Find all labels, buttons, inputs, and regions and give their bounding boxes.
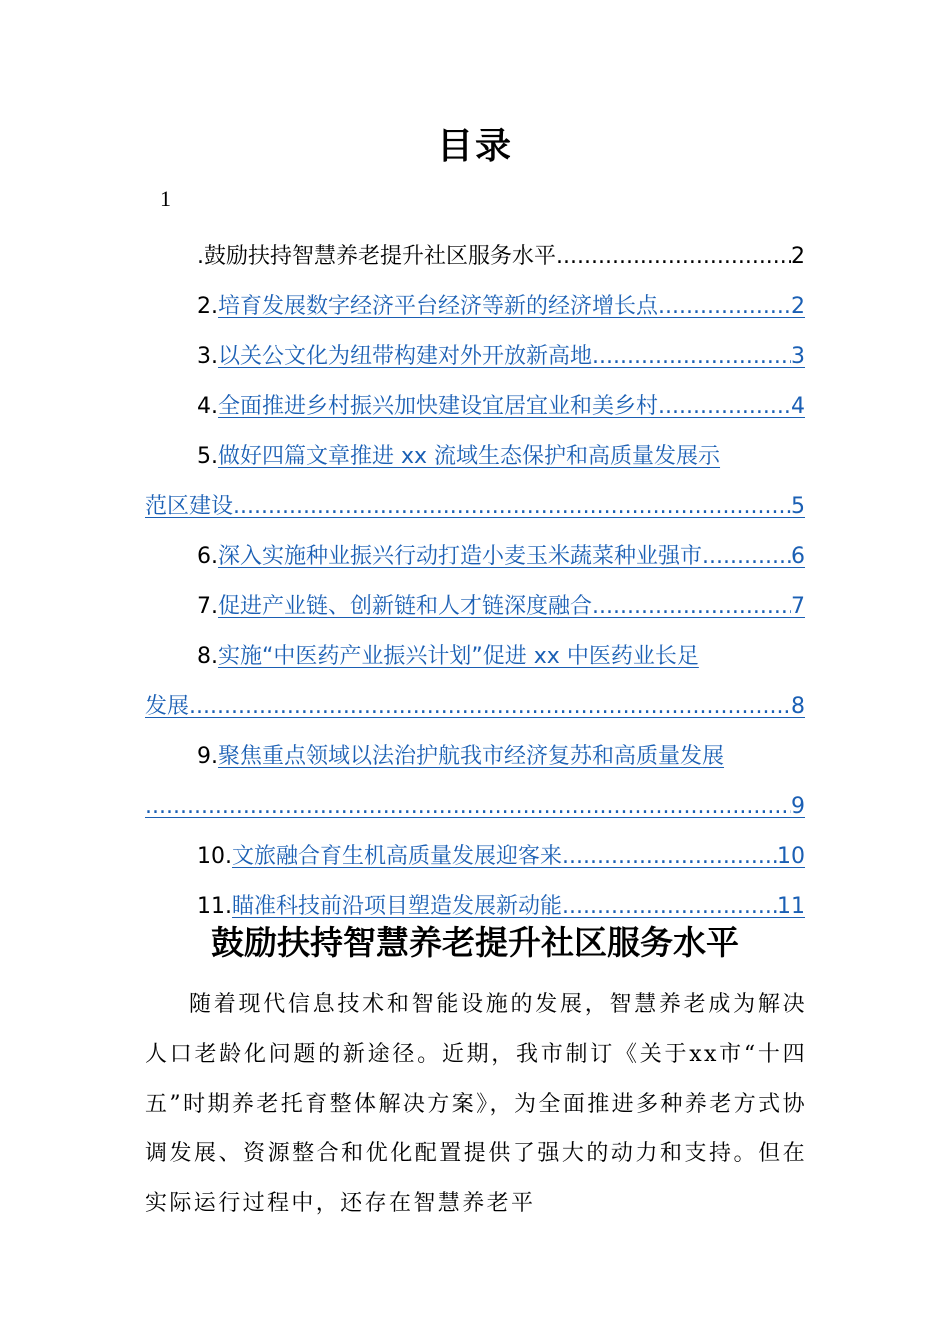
toc-entry-8-continued[interactable]	[145, 678, 805, 722]
toc-entry-link[interactable]	[218, 292, 805, 322]
toc-page-number: 4	[791, 394, 805, 419]
toc-leader-dots	[658, 392, 791, 422]
toc-entry-text: 培育发展数字经济平台经济等新的经济增长点	[218, 294, 659, 319]
toc-page-number: 11	[777, 894, 805, 919]
toc-entry-9[interactable]	[145, 728, 805, 772]
toc-entry-number: 3.	[197, 344, 218, 369]
toc-entry-text: 鼓励扶持智慧养老提升社区服务水平	[204, 244, 557, 269]
toc-entry-8[interactable]	[145, 628, 805, 672]
section-heading: 鼓励扶持智慧养老提升社区服务水平	[211, 923, 739, 962]
toc-entry-2[interactable]	[145, 278, 805, 322]
toc-entry-number: 7.	[197, 594, 218, 619]
toc-entry-text-continued: 范区建设	[145, 494, 234, 519]
toc-leader-dots	[189, 692, 791, 722]
toc-entry-5[interactable]	[145, 428, 805, 472]
toc-leader-dots	[145, 792, 791, 822]
toc-entry-number: 9.	[197, 744, 218, 769]
toc-entry-9-continued[interactable]	[145, 778, 805, 822]
toc-leader-dots	[658, 292, 791, 322]
toc-entry-text-continued: 发展	[145, 694, 190, 719]
toc-entry-text: 实施“中医药产业振兴计划”促进 xx 中医药业长足	[218, 644, 699, 669]
toc-entry-text: 做好四篇文章推进 xx 流域生态保护和高质量发展示	[218, 444, 721, 469]
toc-entry-link[interactable]	[218, 542, 805, 572]
toc-leader-dots	[592, 342, 791, 372]
toc-entry-text: 全面推进乡村振兴加快建设宜居宜业和美乡村	[218, 394, 659, 419]
toc-entry-number: 10.	[197, 844, 232, 869]
toc-entry-link[interactable]	[232, 842, 805, 872]
toc-entry-link[interactable]	[145, 492, 805, 522]
toc-page-number: 3	[791, 344, 805, 369]
toc-entry-number: 8.	[197, 644, 218, 669]
toc-page-number: 8	[791, 694, 805, 719]
toc-entry-link[interactable]	[218, 592, 805, 622]
toc-entry-6[interactable]	[145, 528, 805, 572]
toc-entry-link[interactable]	[218, 392, 805, 422]
toc-entry-number: 6.	[197, 544, 218, 569]
toc-entry-link[interactable]	[218, 742, 805, 772]
toc-leader-dots	[233, 492, 791, 522]
body-paragraph: 随着现代信息技术和智能设施的发展，智慧养老成为解决人口老龄化问题的新途径。近期，我市制订《关于xx市“十四五”时期养老托育整体解决方案》，为全面推进多种养老方式协调发展、资源整合和优化配置提供了强大的动力和支持。但在实际运行过程中，还存在智慧养老平	[145, 992, 807, 1217]
toc-entry-5-continued[interactable]	[145, 478, 805, 522]
toc-page-number: 2	[791, 294, 805, 319]
toc-entry-number: 5.	[197, 444, 218, 469]
toc-entry-number: 2.	[197, 294, 218, 319]
toc-page-number: 10	[777, 844, 805, 869]
toc-entry-text: 文旅融合育生机高质量发展迎客来	[232, 844, 563, 869]
toc-leader-dots	[556, 242, 791, 272]
toc-entry-4[interactable]	[145, 378, 805, 422]
toc-entry-link[interactable]	[218, 642, 805, 672]
toc-entry-3[interactable]	[145, 328, 805, 372]
toc-entry-link[interactable]	[218, 342, 805, 372]
toc-entry-number: 4.	[197, 394, 218, 419]
toc-entry-number: 11.	[197, 894, 232, 919]
toc-entry-10[interactable]	[145, 828, 805, 872]
toc-entry-1[interactable]	[145, 228, 805, 272]
toc-entry-7[interactable]	[145, 578, 805, 622]
toc-page-number: 5	[791, 494, 805, 519]
toc-entry-text: 瞄准科技前沿项目塑造发展新动能	[232, 894, 563, 919]
toc-entry-link[interactable]	[204, 242, 805, 272]
toc-leader-dots	[562, 842, 777, 872]
toc-entry-number: .	[197, 244, 204, 269]
toc-entry-text: 深入实施种业振兴行动打造小麦玉米蔬菜种业强市	[218, 544, 703, 569]
toc-entry-link[interactable]	[145, 792, 805, 822]
toc-entry-text: 聚焦重点领域以法治护航我市经济复苏和高质量发展	[218, 744, 725, 769]
toc-entry-link[interactable]	[145, 692, 805, 722]
toc-page-number: 7	[791, 594, 805, 619]
toc-page-number: 2	[791, 244, 805, 269]
toc-entry-11[interactable]	[145, 878, 805, 922]
toc-entry-link[interactable]	[218, 442, 805, 472]
toc-title: 目录	[436, 125, 513, 167]
list-marker: 1	[160, 186, 171, 211]
toc-entry-text: 促进产业链、创新链和人才链深度融合	[218, 594, 593, 619]
toc-entry-text: 以关公文化为纽带构建对外开放新高地	[218, 344, 593, 369]
toc-page-number: 6	[791, 544, 805, 569]
toc-leader-dots	[592, 592, 791, 622]
toc-page-number: 9	[791, 794, 805, 819]
toc-leader-dots	[702, 542, 791, 572]
